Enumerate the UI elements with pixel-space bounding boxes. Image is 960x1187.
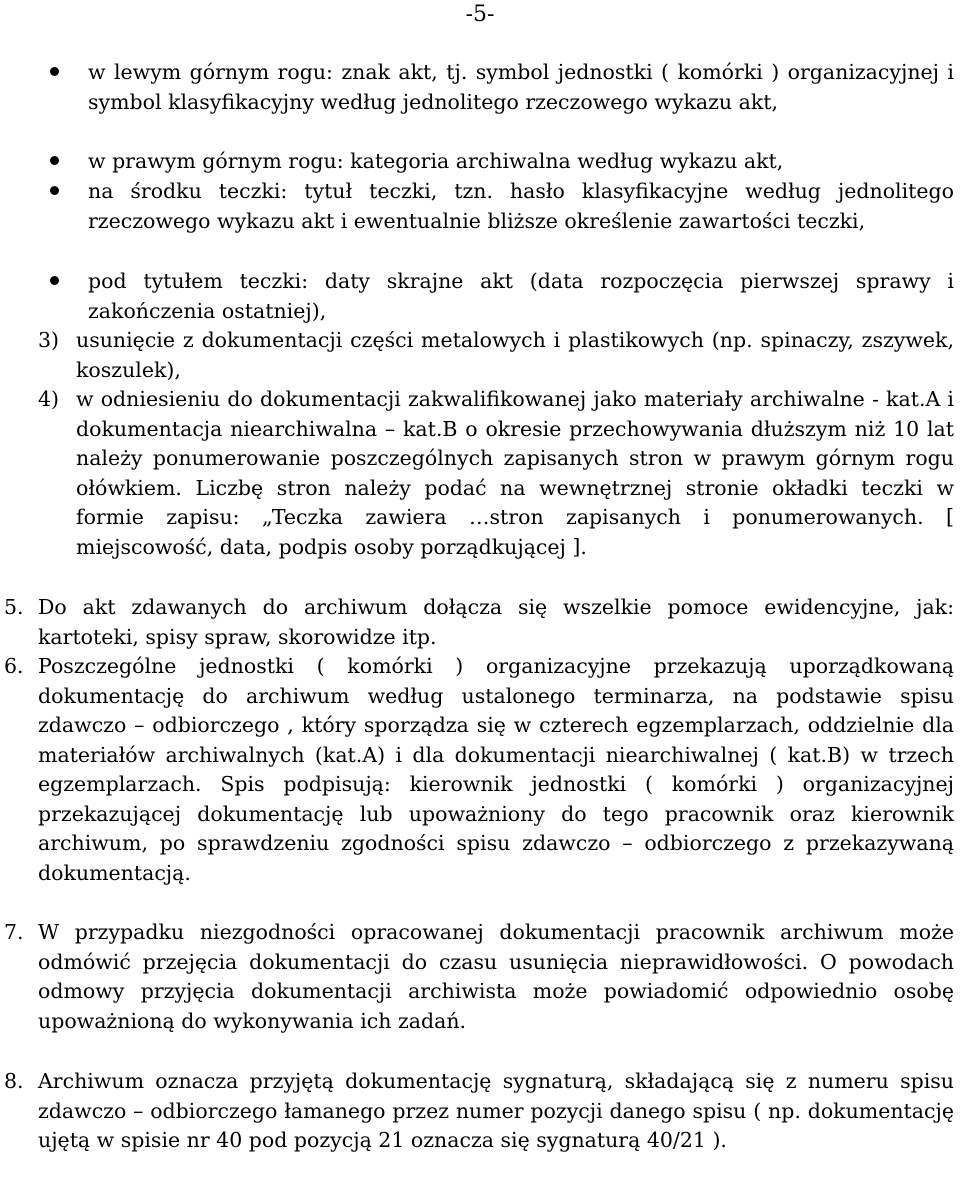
item-text: Poszczególne jednostki ( komórki ) organizacyjne przekazują uporządkowaną dokumentację do archiwum według ustalonego terminarza, na podstawie spisu zdawczo – odbiorczego , który sporządza się w czterech egzemplarzach, oddzielnie dla materiałów archiwalnych (kat.A) i dla dokumentacji niearchiwalnej ( kat.B) w trzech egzemplarzach. Spis podpisują: kierownik jednostki ( komórki ) organizacyjnej przekazującej dokumentację lub upoważniony do tego pracownik oraz kierownik archiwum, po sprawdzeniu zgodności spisu zdawczo – odbiorczego z przekazywaną dokumentacją. bbox=[38, 654, 954, 885]
bullet-icon bbox=[50, 147, 62, 159]
list-item-text: na środku teczki: tytuł teczki, tzn. hasło klasyfikacyjne według jednolitego rzeczowego wykazu akt i ewentualnie bliższe określenie zawartości teczki, bbox=[88, 179, 954, 233]
sub-item-number: 4) bbox=[38, 387, 60, 411]
item-number: 6. bbox=[4, 654, 24, 678]
item-text: W przypadku niezgodności opracowanej dokumentacji pracownik archiwum może odmówić przejęcia dokumentacji do czasu usunięcia nieprawidłowości. O powodach odmowy przyjęcia dokumentacji archiwista może powiadomić odpowiednio osobę upoważnioną do wykonywania ich zadań. bbox=[38, 920, 954, 1033]
page-number: -5- bbox=[465, 2, 495, 27]
bullet-icon bbox=[50, 58, 62, 70]
list-item-text: w prawym górnym rogu: kategoria archiwalna według wykazu akt, bbox=[88, 149, 784, 173]
sub-item-number: 3) bbox=[38, 328, 60, 352]
item-text: Archiwum oznacza przyjętą dokumentację sygnaturą, składającą się z numeru spisu zdawczo – odbiorczego łamanego przez numer pozycji danego spisu ( np. dokumentację ujętą w spisie nr 40 pod pozycją 21 oznacza się sygnaturą 40/21 ). bbox=[38, 1069, 954, 1152]
item-text: Do akt zdawanych do archiwum dołącza się wszelkie pomoce ewidencyjne, jak: kartoteki, spisy spraw, skorowidze itp. bbox=[38, 595, 954, 649]
item-number: 8. bbox=[4, 1069, 24, 1093]
bullet-icon bbox=[50, 177, 62, 189]
item-number: 5. bbox=[4, 595, 24, 619]
sub-item-text: w odniesieniu do dokumentacji zakwalifikowanej jako materiały archiwalne - kat.A i dokumentacja niearchiwalna – kat.B o okresie przechowywania dłuższym niż 10 lat należy ponumerowanie poszczególnych zapisanych stron w prawym górnym rogu ołówkiem. Liczbę stron należy podać na wewnętrznej stronie okładki teczki w formie zapisu: „Teczka zawiera …stron zapisanych i ponumerowanych. [ miejscowość, data, podpis osoby porządkującej ]. bbox=[76, 387, 954, 559]
list-item-text: w lewym górnym rogu: znak akt, tj. symbol jednostki ( komórki ) organizacyjnej i symbol klasyfikacyjny według jednolitego rzeczowego wykazu akt, bbox=[88, 60, 954, 114]
bullet-icon bbox=[50, 267, 62, 279]
sub-item-text: usunięcie z dokumentacji części metalowych i plastikowych (np. spinaczy, zszywek, koszulek), bbox=[76, 328, 954, 382]
list-item-text: pod tytułem teczki: daty skrajne akt (data rozpoczęcia pierwszej sprawy i zakończenia ostatniej), bbox=[88, 269, 954, 323]
item-number: 7. bbox=[4, 920, 24, 944]
